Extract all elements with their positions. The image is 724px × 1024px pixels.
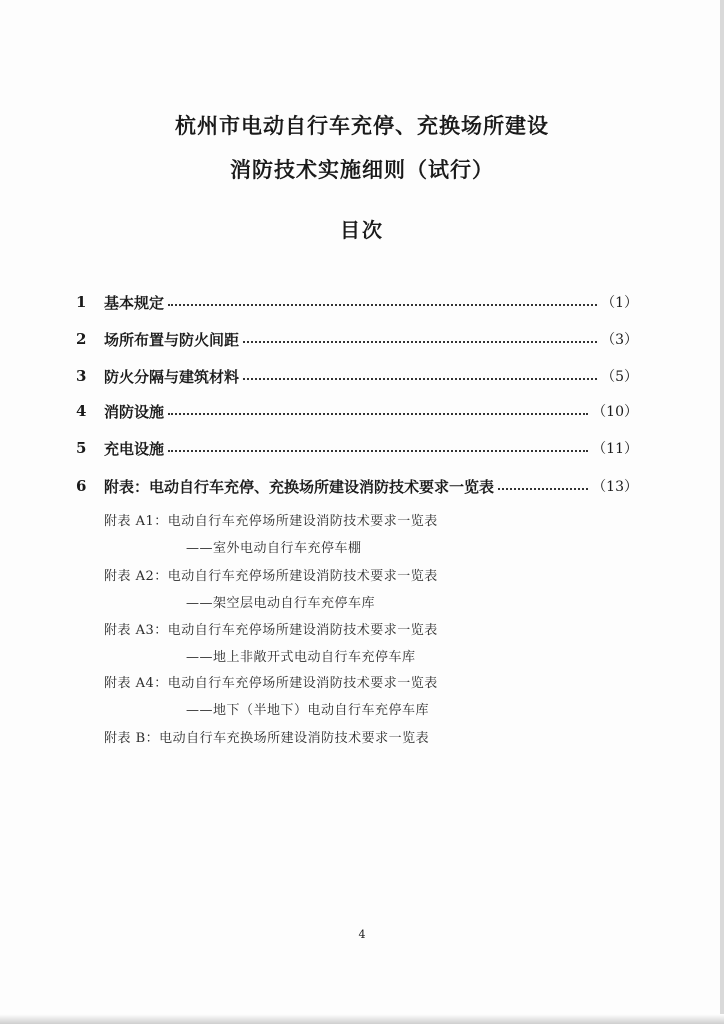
appendix-a1-subtitle: ——室外电动自行车充停车棚 [186, 541, 362, 556]
toc-entry-page: （13） [592, 479, 638, 495]
toc-entry-3[interactable] [76, 364, 638, 388]
document-title-line2: 消防技术实施细则（试行） [230, 157, 494, 182]
toc-entry-number: 3 [76, 367, 87, 385]
toc-entry-5[interactable] [76, 436, 638, 460]
toc-entry-page: （10） [592, 404, 638, 420]
toc-entry-title: 场所布置与防火间距 [104, 330, 240, 349]
toc-entry-number: 1 [76, 293, 87, 311]
toc-entry-page: （11） [592, 441, 638, 457]
scan-right-edge [720, 0, 724, 1024]
appendix-a4-subtitle: ——地下（半地下）电动自行车充停车库 [186, 703, 430, 718]
toc-entry-page: （3） [601, 332, 638, 348]
toc-entry-number: 4 [76, 402, 87, 420]
toc-entry-title: 基本规定 [104, 293, 165, 312]
toc-entry-4[interactable] [76, 399, 638, 423]
toc-entry-1[interactable] [76, 290, 638, 314]
toc-entry-title: 防火分隔与建筑材料 [104, 367, 240, 386]
toc-leader-dots [168, 304, 597, 306]
appendix-a2-subtitle: ——架空层电动自行车充停车库 [186, 596, 376, 611]
toc-leader-dots [168, 450, 588, 452]
toc-entry-title: 附表：电动自行车充停、充换场所建设消防技术要求一览表 [104, 477, 495, 496]
toc-entry-title: 消防设施 [104, 402, 165, 421]
appendix-b-title[interactable]: 附表 B：电动自行车充换场所建设消防技术要求一览表 [104, 731, 430, 746]
appendix-a3-subtitle: ——地上非敞开式电动自行车充停车库 [186, 650, 416, 665]
toc-entry-6[interactable] [76, 474, 638, 498]
toc-leader-dots [243, 341, 597, 343]
appendix-a3-title[interactable]: 附表 A3：电动自行车充停场所建设消防技术要求一览表 [104, 623, 438, 638]
document-title-line1: 杭州市电动自行车充停、充换场所建设 [175, 113, 549, 138]
toc-heading: 目次 [340, 218, 384, 242]
toc-entry-number: 2 [76, 330, 87, 348]
appendix-a4-title[interactable]: 附表 A4：电动自行车充停场所建设消防技术要求一览表 [104, 676, 438, 691]
appendix-a1-title[interactable]: 附表 A1：电动自行车充停场所建设消防技术要求一览表 [104, 514, 438, 529]
toc-entry-page: （1） [601, 295, 638, 311]
page-number: 4 [358, 928, 366, 941]
toc-entry-2[interactable] [76, 327, 638, 351]
toc-leader-dots [498, 488, 588, 490]
scan-bottom-edge [0, 1014, 724, 1024]
toc-entry-number: 6 [76, 477, 87, 495]
toc-entry-number: 5 [76, 439, 87, 457]
toc-entry-page: （5） [601, 369, 638, 385]
appendix-a2-title[interactable]: 附表 A2：电动自行车充停场所建设消防技术要求一览表 [104, 569, 438, 584]
toc-leader-dots [243, 378, 597, 380]
toc-entry-title: 充电设施 [104, 439, 165, 458]
toc-leader-dots [168, 413, 588, 415]
